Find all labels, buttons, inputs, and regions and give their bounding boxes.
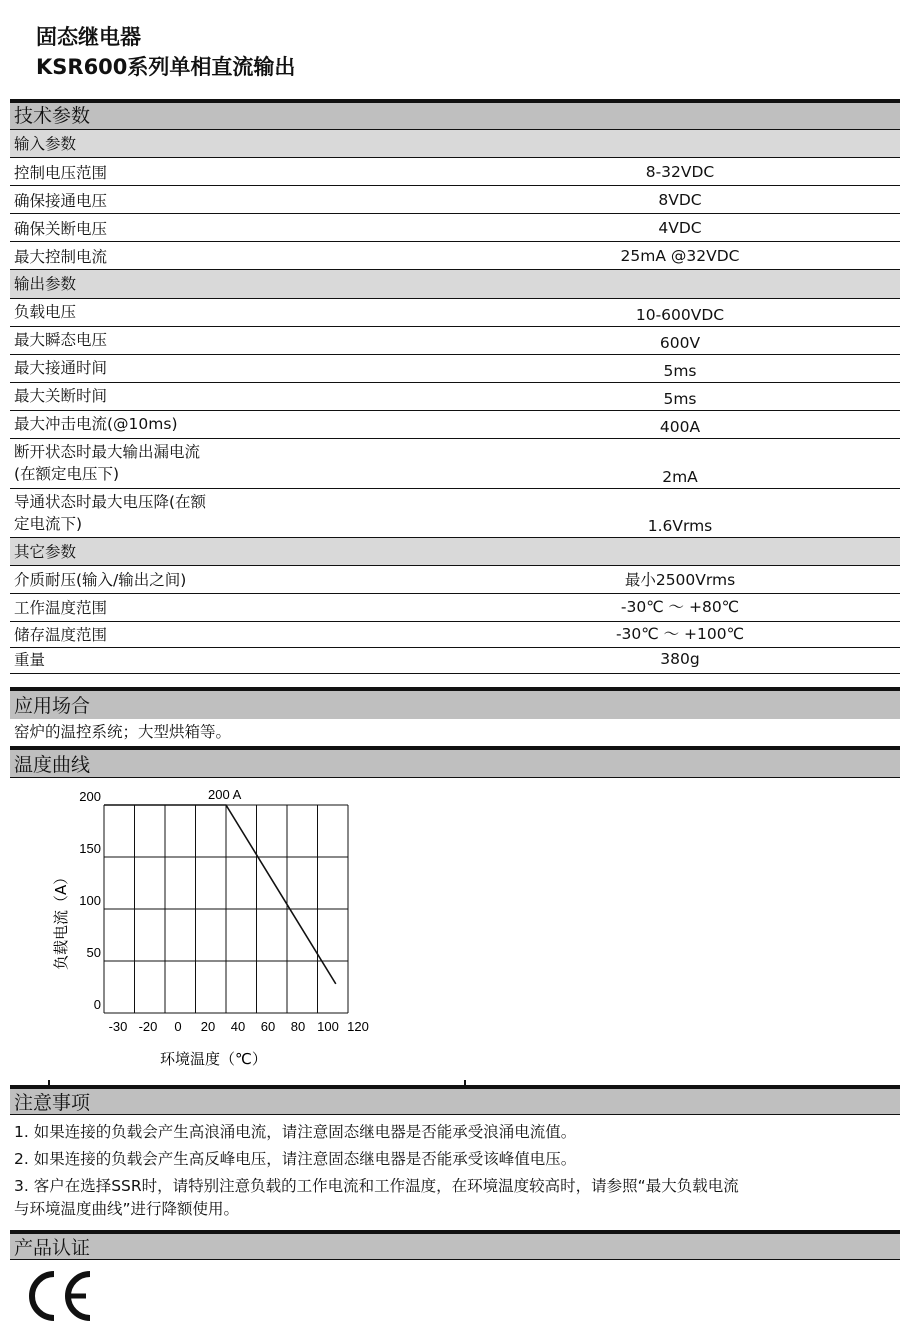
table-row: [10, 326, 900, 354]
row-label: 介质耐压(输入/输出之间): [14, 571, 187, 589]
row-label: 最大控制电流: [14, 248, 108, 266]
row-label: 最大冲击电流(@10ms): [14, 415, 178, 433]
row-label: 控制电压范围: [14, 164, 108, 182]
y-axis-ticks: [79, 789, 101, 1012]
x-tick-label: 100: [317, 1019, 339, 1034]
table-row: [10, 647, 900, 673]
row-value: 8VDC: [658, 191, 702, 209]
row-value: 1.6Vrms: [647, 517, 713, 535]
row-label: 确保接通电压: [14, 192, 108, 210]
x-tick-label: 80: [290, 1019, 306, 1034]
table-row: [10, 298, 900, 326]
table-row: [10, 213, 900, 241]
table-row: [10, 593, 900, 621]
y-tick-label: 150: [79, 841, 101, 856]
row-label-line1: 断开状态时最大输出漏电流: [14, 443, 201, 461]
product-series-title: KSR600系列单相直流输出: [36, 55, 296, 79]
row-value: 600V: [659, 334, 701, 352]
row-value: 8-32VDC: [645, 163, 715, 181]
table-row: [10, 410, 900, 438]
row-value: 5ms: [663, 390, 697, 408]
table-row: [10, 621, 900, 647]
row-label: 重量: [14, 651, 46, 669]
table-row: [10, 565, 900, 593]
chart-grid: [104, 805, 348, 1013]
x-axis-ticks: [109, 1019, 369, 1034]
row-value: 380g: [660, 650, 700, 668]
row-label: 最大关断时间: [14, 387, 108, 405]
note-item-1: 1. 如果连接的负载会产生高浪涌电流，请注意固态继电器是否能承受浪涌电流值。: [14, 1123, 577, 1141]
x-tick-label: 60: [260, 1019, 276, 1034]
table-bottom-border: [10, 673, 900, 674]
notes-section-header: 注意事项: [10, 1085, 900, 1115]
table-row: [10, 185, 900, 213]
row-label: 工作温度范围: [14, 599, 108, 617]
row-value: 4VDC: [658, 219, 702, 237]
x-tick-label: 120: [347, 1019, 369, 1034]
row-value: 10-600VDC: [635, 306, 725, 324]
row-value: 5ms: [663, 362, 697, 380]
x-tick-label: 40: [230, 1019, 246, 1034]
y-tick-label: 0: [93, 997, 101, 1012]
row-value: -30℃ ～ +100℃: [615, 625, 745, 643]
row-label: 储存温度范围: [14, 626, 108, 644]
note-item-2: 2. 如果连接的负载会产生高反峰电压，请注意固态继电器是否能承受该峰值电压。: [14, 1150, 577, 1168]
row-value: 400A: [659, 418, 701, 436]
derating-section-header: 温度曲线: [10, 746, 900, 778]
row-label-line2: (在额定电压下): [14, 465, 120, 483]
derating-chart: [0, 780, 420, 1080]
x-tick-label: 0: [174, 1019, 182, 1034]
y-tick-label: 50: [86, 945, 101, 960]
curve-annotation: 200 A: [208, 787, 242, 802]
x-tick-label: -20: [138, 1019, 158, 1034]
y-axis-label: 负载电流（A）: [52, 869, 70, 970]
application-section-header: 应用场合: [10, 687, 900, 719]
page-title: 固态继电器: [36, 25, 141, 49]
specs-section-header: 技术参数: [10, 99, 900, 129]
table-row: [10, 354, 900, 382]
x-tick-label: -30: [108, 1019, 128, 1034]
table-row: [10, 157, 900, 185]
row-value: 最小2500Vrms: [624, 571, 736, 589]
table-row: [10, 488, 900, 537]
note-item-3: 3. 客户在选择SSR时，请特别注意负载的工作电流和工作温度，在环境温度较高时，请参照“最大负载电流: [14, 1177, 739, 1195]
note-item-3-cont: 与环境温度曲线”进行降额使用。: [14, 1200, 240, 1218]
other-params-header: 其它参数: [10, 537, 900, 565]
row-value: 25mA @32VDC: [620, 247, 740, 265]
row-value: -30℃ ～ +80℃: [620, 598, 740, 616]
certification-section-header: 产品认证: [10, 1230, 900, 1260]
y-tick-label: 200: [79, 789, 101, 804]
derating-curve: [104, 805, 336, 984]
x-tick-label: 20: [200, 1019, 216, 1034]
table-row: [10, 382, 900, 410]
row-label: 确保关断电压: [14, 220, 108, 238]
table-row: [10, 438, 900, 488]
application-text: 窑炉的温控系统；大型烘箱等。: [14, 723, 232, 741]
x-axis-label: 环境温度（℃）: [160, 1050, 267, 1068]
row-value: 2mA: [662, 468, 698, 486]
input-params-header: 输入参数: [10, 129, 900, 157]
row-label: 最大接通时间: [14, 359, 108, 377]
row-label: 负载电压: [14, 303, 77, 321]
ce-mark-icon: [22, 1268, 102, 1324]
y-tick-label: 100: [79, 893, 101, 908]
table-row: [10, 241, 900, 269]
output-params-header: 输出参数: [10, 269, 900, 298]
row-label-line2: 定电流下): [14, 515, 83, 533]
row-label-line1: 导通状态时最大电压降(在额: [14, 493, 207, 511]
row-label: 最大瞬态电压: [14, 331, 108, 349]
